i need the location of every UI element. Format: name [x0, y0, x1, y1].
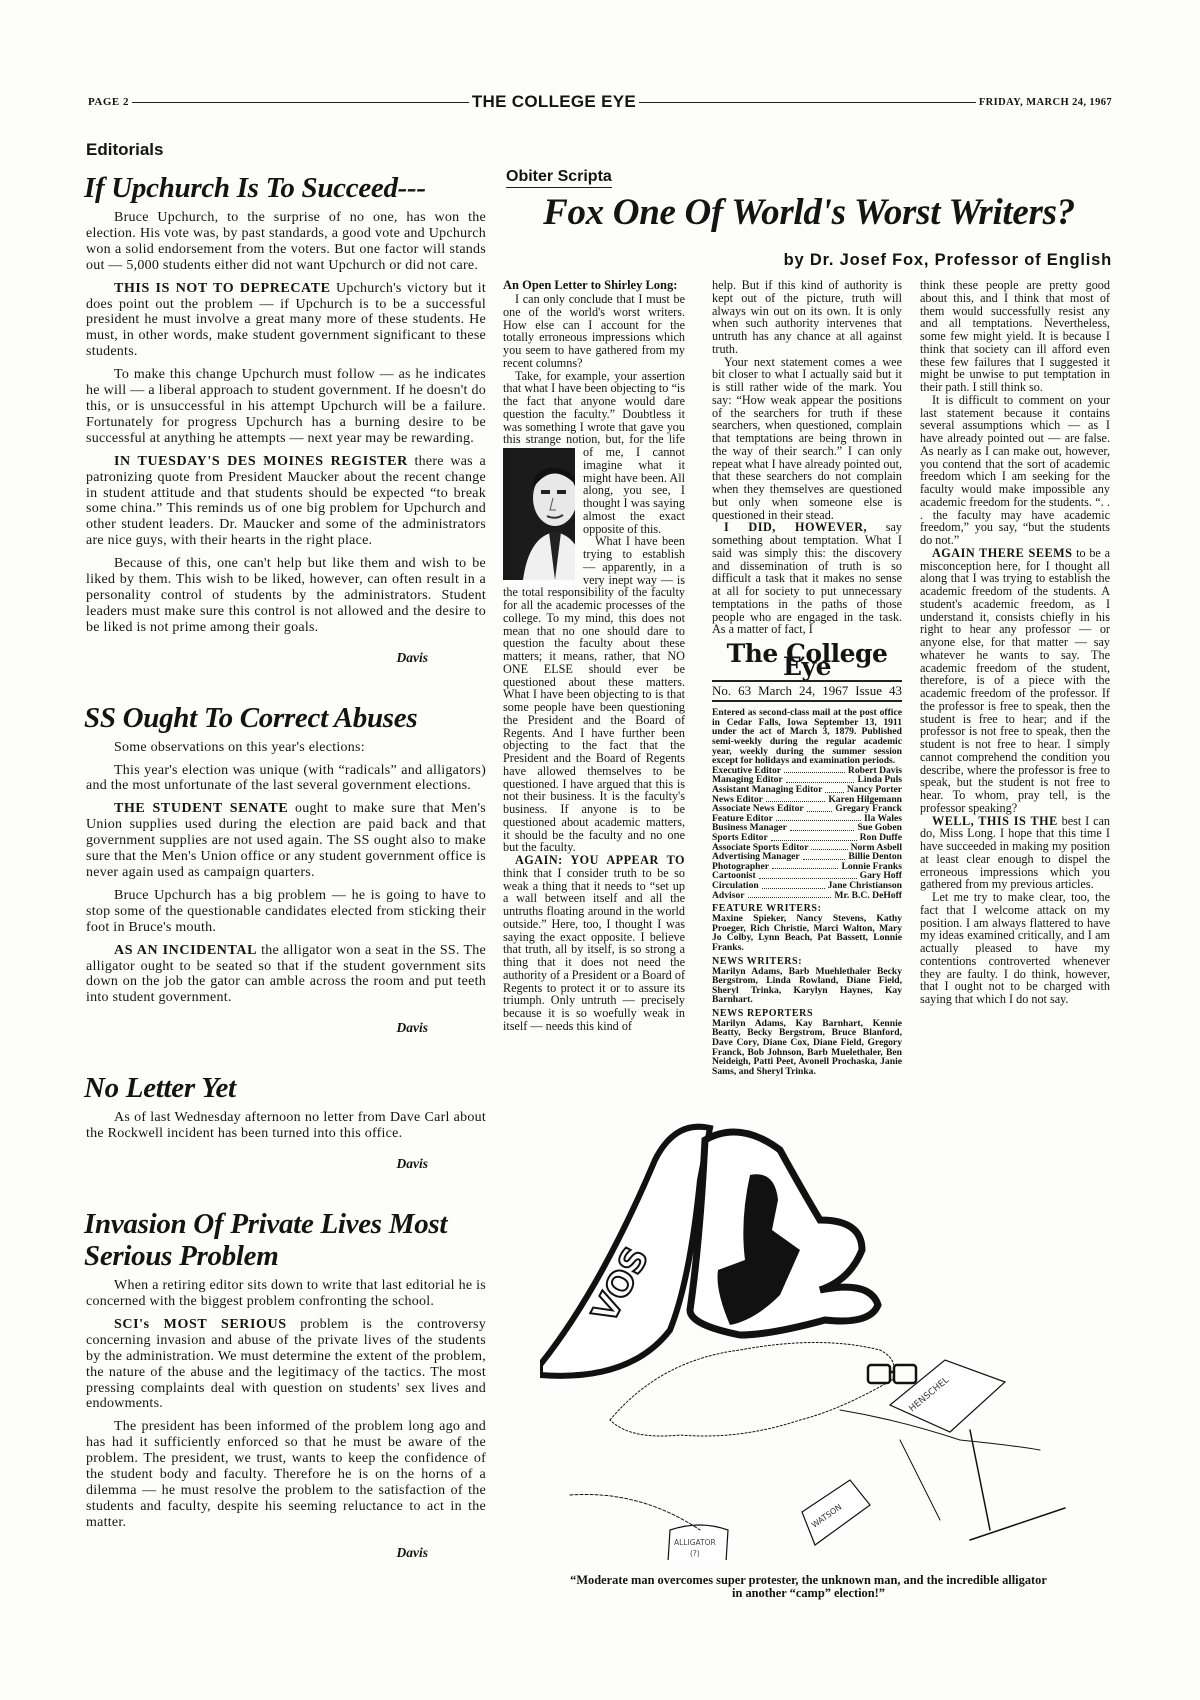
- paragraph-text: As of last Wednesday afternoon no letter from Dave Carl about the Rockwell incident has been turned into this office.: [86, 1110, 486, 1142]
- writer-names: Maxine Spieker, Nancy Stevens, Kathy Proeger, Rich Christie, Marci Walton, Mary Jo Colby, Lynn Beach, Pat Bassett, Lonnie Franks.: [712, 913, 902, 953]
- lead-in: I DID, HOWEVER,: [724, 520, 868, 535]
- paragraph-text: To make this change Upchurch must follow — as he indicates he will — a liberal approach to student government. If he doesn't do this, or is unsuccessful in his attempt Upchurch will be a failure. Fortunately for progress Upchurch has a burning desire to be successful at anything he attempts — next year may be rewarding.: [86, 367, 486, 446]
- sign-label: (?): [690, 1549, 700, 1558]
- writer-group-heading: NEWS WRITERS:: [712, 955, 803, 967]
- alligator-tail: [570, 1494, 700, 1530]
- dot-leader: [762, 881, 825, 889]
- sign-label: HENSCHEL: [907, 1375, 952, 1415]
- paragraph: [86, 454, 486, 549]
- staff-name: Karen Hilgemann: [828, 793, 902, 805]
- caption-line: “Moderate man overcomes super protester, the unknown man, and the incredible alligator: [570, 1573, 1047, 1587]
- paragraph: [712, 521, 902, 636]
- byline: by Dr. Josef Fox, Professor of English: [783, 251, 1112, 269]
- staff-name: Mr. B.C. DeHoff: [834, 889, 902, 901]
- editorial-list: [86, 172, 486, 1561]
- paragraph-text: Upchurch's victory but it does point out the problem — if Upchurch is to be a successful president he must involve a great many more of these students. He must, in other words, make student government significant to these students.: [86, 280, 486, 360]
- editorial-article: [86, 1208, 486, 1561]
- issue-date: FRIDAY, MARCH 24, 1967: [978, 96, 1113, 108]
- dot-leader: [772, 862, 838, 870]
- writer-groups: [712, 904, 902, 1076]
- paragraph: [86, 1419, 486, 1530]
- paragraph-text: ought to make sure that Men's Union supplies used during the election are paid back and that government supplies are not used again. The SS ought also to make sure that the Men's Union office or any student government office is never again used as campaign quarters.: [86, 801, 486, 880]
- hat-lettering: VOS: [584, 1240, 658, 1330]
- paragraph: [86, 1317, 486, 1412]
- staff-name: Nancy Porter: [846, 784, 902, 795]
- editorial-article: [86, 702, 486, 1037]
- dot-leader: [825, 785, 844, 793]
- staff-name: Gary Hoff: [859, 870, 902, 882]
- masthead: [712, 639, 902, 1077]
- staff-role: Circulation: [712, 879, 759, 891]
- paper-name: THE COLLEGE EYE: [471, 92, 636, 111]
- paragraph: What I have been trying to establish — apparently, in a very inept way — is the total responsibility of the faculty for all the academic processes of the college. To my mind, this does not mean that no one should dare to question the faculty about these matters; it means, rather, that NO ONE ELSE should ever be questioned about these matters. What I have been objecting to is that some people have been questioning the President and the Board of Regents. And I have further been objecting to the fact that the President and the Board of Regents have allowed themselves to be questioned. I have argued that this is not their business. It is the faculty's business. If anyone is to be questioned about academic matters, it should be the faculty and no one but the faculty.: [503, 534, 685, 855]
- issue-line: No. 63 March 24, 1967 Issue 43: [712, 682, 902, 703]
- staff-name: Linda Puls: [857, 774, 902, 786]
- staff-name: Gregary Franck: [835, 803, 902, 815]
- paragraph-text: think that I consider truth to be so weak a thing that it needs to “set up a wall between itself and all the untruths floating around in the world outside.” Here, too, I thought I was saying the exact opposite. I believe that truth, all by itself, is so strong a thing that it does not need the authority of a President or a Board of Regents to protect it or to assure its triumph. Only untruth — precisely because it is so woefully weak in itself — needs this kind of: [503, 865, 685, 1033]
- editorial-headline: If Upchurch Is To Succeed---: [84, 172, 426, 204]
- paragraph-text: problem is the controversy concerning invasion and abuse of the private lives of the students by the administration. We must determine the extent of the problem, the nature of the abuse and the legitimacy of the tactics. The most pressing complaints deal with question on students' sex lives and endowments.: [86, 1316, 486, 1412]
- writer-group-heading: NEWS REPORTERS: [712, 1007, 814, 1019]
- lead-in: WELL, THIS IS THE: [932, 813, 1058, 828]
- section-label: Editorials: [86, 140, 164, 159]
- lead-in: IN TUESDAY'S DES MOINES REGISTER: [114, 453, 408, 469]
- paragraph-text: there was a patronizing quote from President Maucker about the recent change in student attitude and that students should be expected “to break some china.” This reminds us of one big problem for Upchurch and other student leaders. Dr. Maucker and some of the administrators are nice guys, with their hearts in the right place.: [86, 453, 486, 549]
- staff-role: Managing Editor: [712, 774, 783, 786]
- page-header: [88, 92, 1112, 112]
- dot-leader: [784, 766, 845, 774]
- postal-notice: Entered as second-class mail at the post office in Cedar Falls, Iowa September 13, 1911 under the act of March 3, 1879. Published semi-weekly during the regular academic year, weekly during the summer session except for holidays and examination periods.: [712, 707, 902, 767]
- staff-name: Ila Wales: [864, 812, 902, 824]
- staff-role: Cartoonist: [712, 870, 756, 882]
- paragraph: [86, 888, 486, 936]
- lead-in: AS AN INCIDENTAL: [114, 942, 258, 958]
- paragraph-text: Bruce Upchurch, to the surprise of no one, has won the election. His vote was, by past standards, a good vote and Upchurch won a solid endorsement from the voters. But one factor will stands out — 5,000 students either did not want Upchurch or did not care.: [86, 210, 486, 273]
- staff-name: Norm Asbell: [850, 841, 902, 853]
- paragraph: [86, 740, 486, 756]
- paragraph-text: say something about temptation. What I said was simply this: the discovery and dissemination of truth is so difficult a task that it makes no sense at all for society to put unnecessary temptations in the paths of those people who are engaged in the task. As a matter of fact, I: [712, 520, 902, 637]
- staff-role: News Editor: [712, 793, 763, 805]
- paragraph: Let me try to make clear, too, the fact that I welcome attack on my position. I am always flattered to have my ideas examined critically, and I am actually pleased to have my contentions controverted whenever they are faulty. I do think, however, that I ought not to be charged with saying that which I do not say.: [920, 890, 1110, 1006]
- paragraph: [86, 801, 486, 881]
- staff-role: Sports Editor: [712, 831, 768, 843]
- letter-column-3: [920, 279, 1110, 1006]
- paragraph-text: life of me, I cannot imagine what it might have been. All along, you see, I thought I was saying almost the exact opposite of this.: [583, 432, 685, 536]
- signature: Davis: [396, 1020, 428, 1036]
- dot-leader: [803, 852, 846, 860]
- paragraph-text: the alligator won a seat in the SS. The alligator ought to be seated so that if the student government sits down on the job the gator can amble across the room and put teeth into student government.: [86, 942, 486, 1006]
- staff-name: Robert Davis: [847, 764, 902, 776]
- letter-salutation: An Open Letter to Shirley Long:: [503, 278, 678, 292]
- paragraph: [86, 556, 486, 636]
- paragraph: I can only conclude that I must be one of the world's worst writers. How else can I account for the totally erroneous impressions which you seem to have gathered from my recent columns?: [503, 292, 685, 370]
- dot-leader: [811, 843, 847, 851]
- paragraph-text: Bruce Upchurch has a big problem — he is going to have to stop some of the questionable candidates elected from sticking their foot in Bruce's mouth.: [86, 887, 486, 935]
- sign-henschel: [890, 1360, 1005, 1432]
- paragraph: [86, 281, 486, 361]
- dot-leader: [771, 833, 857, 841]
- paragraph: [86, 1110, 486, 1142]
- paragraph: [86, 943, 486, 1007]
- paragraph: [86, 367, 486, 447]
- signature: Davis: [396, 649, 428, 665]
- staff-role: Assistant Managing Editor: [712, 784, 823, 795]
- staff-name: Sue Goben: [857, 822, 902, 834]
- staff-role: Feature Editor: [712, 812, 773, 824]
- editorial-headline: No Letter Yet: [84, 1072, 236, 1105]
- paragraph-text: The president has been informed of the problem long ago and has had it sufficiently enforced so that he must be aware of the problem. The president, we trust, wants to keep the confidence of the student body and faculty. Therefore he is on the horns of a dilemma — he must resolve the problem to the satisfaction of the students and faculty, despite his seeming reluctance to act in the matter.: [86, 1419, 486, 1530]
- masthead-logo: The College Eye: [712, 648, 902, 682]
- editorial-article: [86, 1072, 486, 1172]
- paragraph: [503, 854, 685, 1033]
- paragraph-text: Some observations on this year's elections:: [114, 739, 365, 755]
- staff-role: Photographer: [712, 860, 770, 872]
- paragraph-text: When a retiring editor sits down to write that last editorial he is concerned with the biggest problem confronting the school.: [86, 1278, 486, 1309]
- staff-role: Associate Sports Editor: [712, 841, 809, 853]
- figures-pile: [610, 1343, 894, 1437]
- signature: Davis: [396, 1544, 428, 1560]
- header-rule: [132, 102, 469, 103]
- paragraph: [920, 547, 1110, 815]
- dot-leader: [786, 775, 855, 783]
- editorial-cartoon: [540, 1120, 1120, 1560]
- staff-role: Business Manager: [712, 822, 787, 834]
- dot-leader: [766, 795, 825, 803]
- letter-column-1: [503, 279, 685, 1033]
- writer-names: Marilyn Adams, Kay Barnhart, Kennie Beatty, Becky Bergstrom, Bruce Blanford, Dave Cory, Diane Cox, Diane Field, Gregory Franck, Bob Johnson, Barb Muelethaler, Ben Neideigh, Patti Peet, Avonell Prochaska, Janie Sams, and Sheryl Trinka.: [712, 1017, 902, 1077]
- staff-row: [712, 891, 902, 901]
- paragraph-text: to be a misconception here, for I thought all along that I was trying to establish the academic freedom of the students. A student's academic freedom, as I understand it, consists chiefly in his right to hear any professor — or anyone else, for that matter — say whatever he wants to say. The academic freedom of the student, therefore, is of a piece with the academic freedom of the professor. If the professor is free to speak, then the student is free to hear; and if the professor is not free to speak, then the student is not free to hear. I simply cannot comprehend the condition you describe, where the professor is free to speak, but the student is not free to hear. To whom, pray tell, is the professor speaking?: [920, 545, 1110, 815]
- portrait-image: [515, 448, 575, 580]
- editorial-article: [86, 172, 486, 666]
- staff-role: Advertising Manager: [712, 851, 800, 863]
- paragraph-text: This year's election was unique (with “radicals” and alligators) and the most unfortunate of the last several government elections.: [86, 762, 486, 794]
- lead-in: AGAIN: YOU APPEAR TO: [515, 853, 685, 867]
- staff-name: Billie Denton: [848, 851, 902, 863]
- paragraph: It is difficult to comment on your last statement because it contains several assumptions which — as I have already pointed out — are false. As nearly as I can make out, however, you contend that the sort of academic freedom which I am seeking for the faculty would make impossible any academic freedom for the students. “. . . the faculty may have academic freedom,” you say, “but the students do not.”: [920, 392, 1110, 547]
- dot-leader: [759, 871, 857, 879]
- paragraph: [920, 815, 1110, 892]
- paragraph: [86, 1278, 486, 1310]
- staff-name: Jane Christianson: [827, 879, 902, 891]
- paragraph: [86, 210, 486, 274]
- writer-group-heading: FEATURE WRITERS:: [712, 903, 822, 915]
- paragraph-text: Take, for example, your assertion that what I have been objecting to “is the fact that anyone would dare question the faculty.” Doubtless it was something I wrote that gave you this strange notion, but, for the: [503, 368, 685, 447]
- staff-role: Advisor: [712, 889, 745, 901]
- sign-label: WATSON: [809, 1502, 844, 1530]
- signature: Davis: [396, 1156, 428, 1172]
- paragraph-text: Because of this, one can't help but like them and wish to be liked by them. This wish to be liked, however, can often result in a personality control of students by the administrators. Student leaders must make sure this control is not allowed and the desire to be liked is not prime among their goals.: [86, 556, 486, 635]
- staff-role: Associate News Editor: [712, 803, 804, 815]
- editorials-column: [86, 140, 486, 1597]
- paragraph: Your next statement comes a wee bit closer to what I actually said but it is still rather wide of the mark. You say: “How weak appear the positions of the searchers for truth if these searchers, when questioned, complain that temptations are being thrown in the way of their search.” I can only repeat what I have already pointed out, that these searchers do not complain when they themselves are questioned but only when someone else is questioned in their stead.: [712, 354, 902, 522]
- author-photo: [503, 448, 575, 580]
- dot-leader: [776, 814, 861, 822]
- dot-leader: [748, 891, 832, 899]
- editorial-headline: Invasion Of Private Lives Most Serious Problem: [84, 1208, 448, 1273]
- staff-name: Lonnie Franks: [841, 860, 902, 872]
- staff-role: Executive Editor: [712, 764, 782, 776]
- paragraph: think these people are pretty good about this, and I think that most of them would successfully resist any and all temptations. Nevertheless, some few might yield. It is because I think that society can ill afford even these few failures that I suggested it might be unwise to put temptation in their path. I still think so.: [920, 278, 1110, 394]
- paragraph-text: best I can do, Miss Long. I hope that this time I have succeeded in making my position at least clear enough to dispel the erroneous impressions which you gathered from my previous articles.: [920, 813, 1110, 892]
- dot-leader: [790, 823, 855, 831]
- lead-in: THIS IS NOT TO DEPRECATE: [114, 280, 331, 296]
- staff-name: Ron Duffe: [859, 831, 902, 843]
- caption-line: in another “camp” election!”: [732, 1586, 885, 1600]
- column-headline: Fox One Of World's Worst Writers?: [543, 192, 1075, 233]
- page-number: PAGE 2: [88, 96, 129, 108]
- writer-names: Marilyn Adams, Barb Muehlethaler Becky Bergstrom, Linda Rowland, Diane Field, Sheryl Trinka, Karylyn Haynes, Kay Barnhart.: [712, 965, 902, 1006]
- cartoon-caption: [505, 1574, 1112, 1600]
- header-rule: [639, 102, 976, 103]
- paragraph: [503, 370, 685, 536]
- paragraph: [86, 763, 486, 795]
- lead-in: SCI's MOST SERIOUS: [114, 1316, 287, 1332]
- editorial-headline: SS Ought To Correct Abuses: [84, 701, 418, 734]
- lead-in: THE STUDENT SENATE: [114, 801, 289, 817]
- letter-column-2: [712, 279, 902, 1076]
- sign-label: ALLIGATOR: [674, 1538, 716, 1547]
- hat-crown: [690, 1132, 878, 1335]
- dot-leader: [807, 804, 833, 812]
- column-label: Obiter Scripta: [506, 168, 612, 188]
- paragraph: help. But if this kind of authority is kept out of the picture, truth will always win out on its own. It is only when such authority intervenes that untruth has any chance at all against truth.: [712, 278, 902, 356]
- lead-in: AGAIN THERE SEEMS: [932, 545, 1073, 560]
- staff-list: [712, 766, 902, 900]
